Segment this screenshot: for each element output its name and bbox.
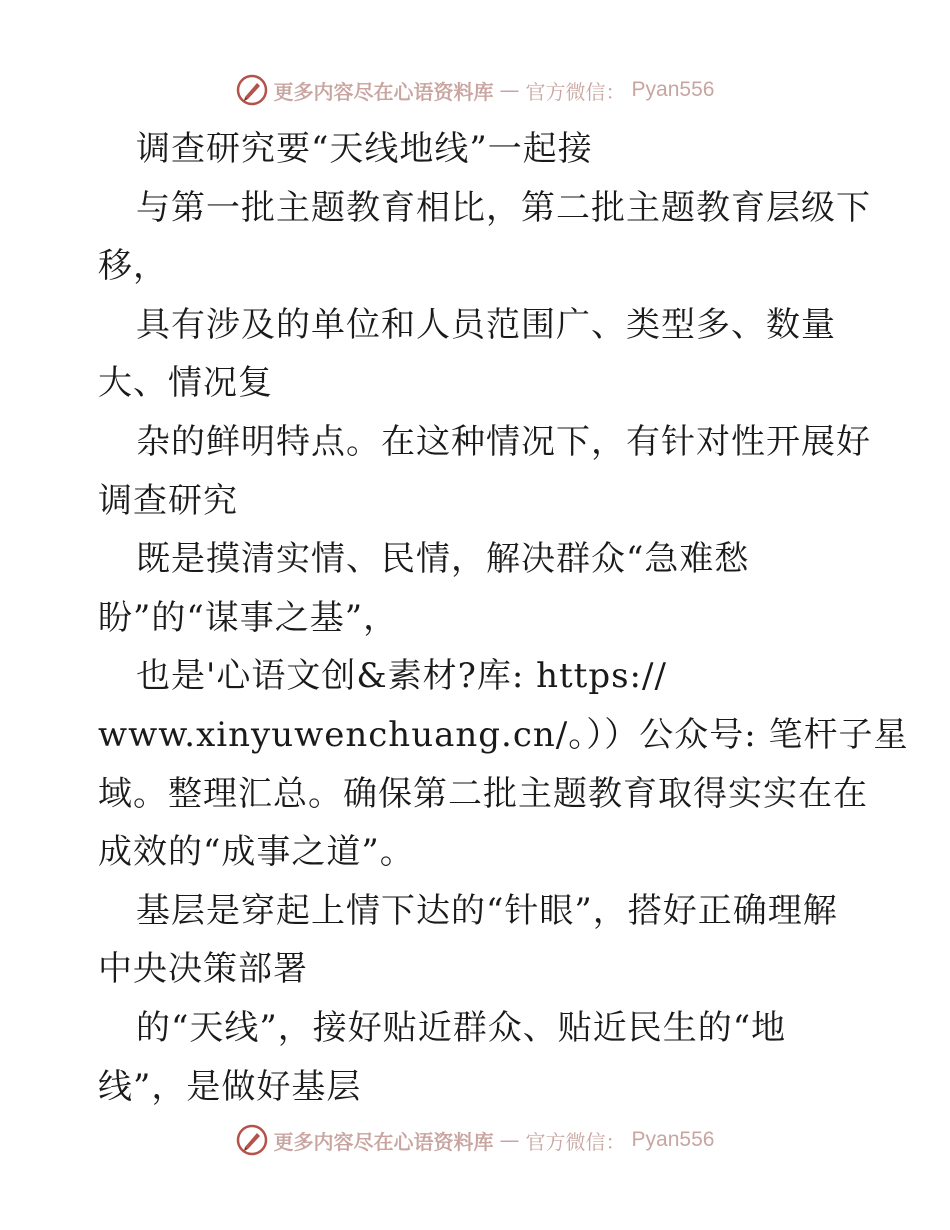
banner-wechat-id: Pyan556 xyxy=(631,1128,715,1151)
banner-text: 更多内容尽在心语资料库 xyxy=(273,79,494,104)
paragraph-line: 既是摸清实情、民情，解决群众“急难愁 xyxy=(136,539,750,580)
paragraph-line: 与第一批主题教育相比，第二批主题教育层级下 xyxy=(136,187,871,228)
paragraph-line: 调查研究 xyxy=(98,480,238,521)
banner-separator: — xyxy=(499,78,520,102)
banner-text: 更多内容尽在心语资料库 xyxy=(273,1129,494,1154)
paragraph-line: 线”，是做好基层 xyxy=(98,1066,362,1107)
paragraph-line: 调查研究要“天线地线”一起接 xyxy=(136,129,593,169)
paragraph-line: 域。整理汇总。确保第二批主题教育取得实实在在 xyxy=(98,773,868,814)
header-banner xyxy=(0,70,950,110)
paragraph-line: 盼”的“谋事之基”， xyxy=(98,597,399,638)
banner-wechat-id: Pyan556 xyxy=(631,78,715,101)
paragraph-line: 中央决策部署 xyxy=(98,949,308,990)
footer-banner xyxy=(0,1120,950,1160)
paragraph-line: 杂的鲜明特点。在这种情况下，有针对性开展好 xyxy=(136,421,871,462)
paragraph-line: 的“天线”，接好贴近群众、贴近民生的“地 xyxy=(136,1007,787,1048)
pen-logo-icon xyxy=(236,74,268,106)
banner-wechat-label: 官方微信： xyxy=(525,1129,626,1154)
paragraph-line: 大、情况复 xyxy=(98,363,273,404)
paragraph-line: 具有涉及的单位和人员范围广、类型多、数量 xyxy=(136,304,836,345)
paragraph-line: 基层是穿起上情下达的“针眼”，搭好正确理解 xyxy=(136,890,838,931)
paragraph-line: www.xinyuwenchuang.cn/。））公众号: 笔杆子星 xyxy=(98,714,909,755)
paragraph-line: 成效的“成事之道”。 xyxy=(98,832,415,873)
banner-wechat-label: 官方微信： xyxy=(525,79,626,104)
banner-separator: — xyxy=(499,1128,520,1152)
paragraph-line: 也是'心语文创&素材?库: https:// xyxy=(136,656,667,697)
paragraph-line: 移， xyxy=(98,246,168,287)
pen-logo-icon xyxy=(236,1124,268,1156)
document-body xyxy=(98,120,909,1116)
